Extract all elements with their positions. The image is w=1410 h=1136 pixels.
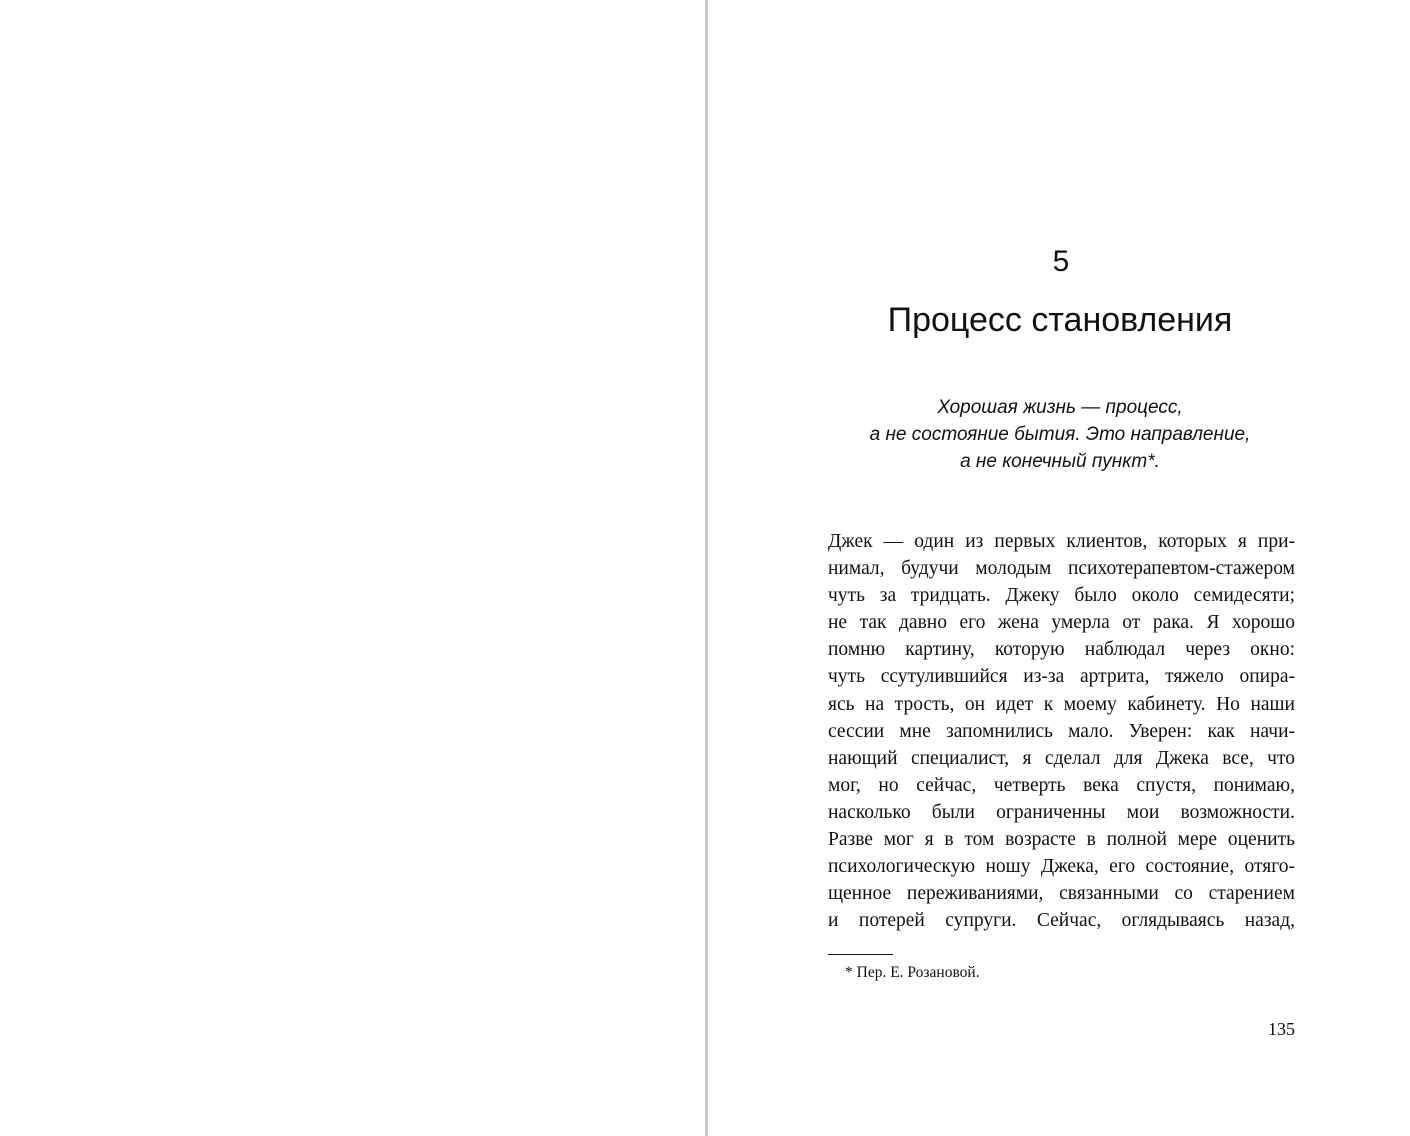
- epigraph-line: а не конечный пункт*.: [960, 451, 1160, 472]
- body-line: нающий специалист, я сделал для Джека все, что: [828, 747, 1295, 769]
- body-line: психологическую ношу Джека, его состояние, отяго-: [828, 856, 1295, 878]
- body-line: ясь на трость, он идет к моему кабинету. Но наши: [828, 693, 1295, 715]
- body-line: не так давно его жена умерла от рака. Я хорошо: [828, 612, 1295, 634]
- body-line: и потерей супруги. Сейчас, оглядываясь назад,: [828, 910, 1295, 932]
- body-line: сессии мне запомнились мало. Уверен: как начи-: [828, 720, 1295, 742]
- body-line: чуть за тридцать. Джеку было около семидесяти;: [828, 585, 1295, 607]
- body-paragraph: [828, 528, 1295, 934]
- footnote: * Пер. Е. Розановой.: [845, 964, 980, 981]
- epigraph-line: а не состояние бытия. Это направление,: [869, 424, 1251, 445]
- body-line: щенное переживаниями, связанными со старением: [828, 883, 1295, 905]
- body-line: насколько были ограниченны мои возможности.: [828, 801, 1295, 823]
- body-line: помню картину, которую наблюдал через окно:: [828, 639, 1295, 661]
- epigraph: [800, 394, 1320, 475]
- chapter-title: Процесс становления: [887, 301, 1233, 339]
- body-line: нимал, будучи молодым психотерапевтом-стажером: [828, 558, 1295, 580]
- page-number: 135: [1268, 1019, 1295, 1039]
- chapter-number: 5: [1052, 245, 1070, 278]
- epigraph-line: Хорошая жизнь — процесс,: [937, 397, 1183, 418]
- body-line: чуть ссутулившийся из-за артрита, тяжело опира-: [828, 666, 1295, 688]
- footnote-rule: [828, 954, 893, 955]
- body-line: Джек — один из первых клиентов, которых я при-: [828, 531, 1295, 552]
- body-line: Разве мог я в том возрасте в полной мере оценить: [828, 829, 1295, 851]
- body-line: мог, но сейчас, четверть века спустя, понимаю,: [828, 774, 1295, 796]
